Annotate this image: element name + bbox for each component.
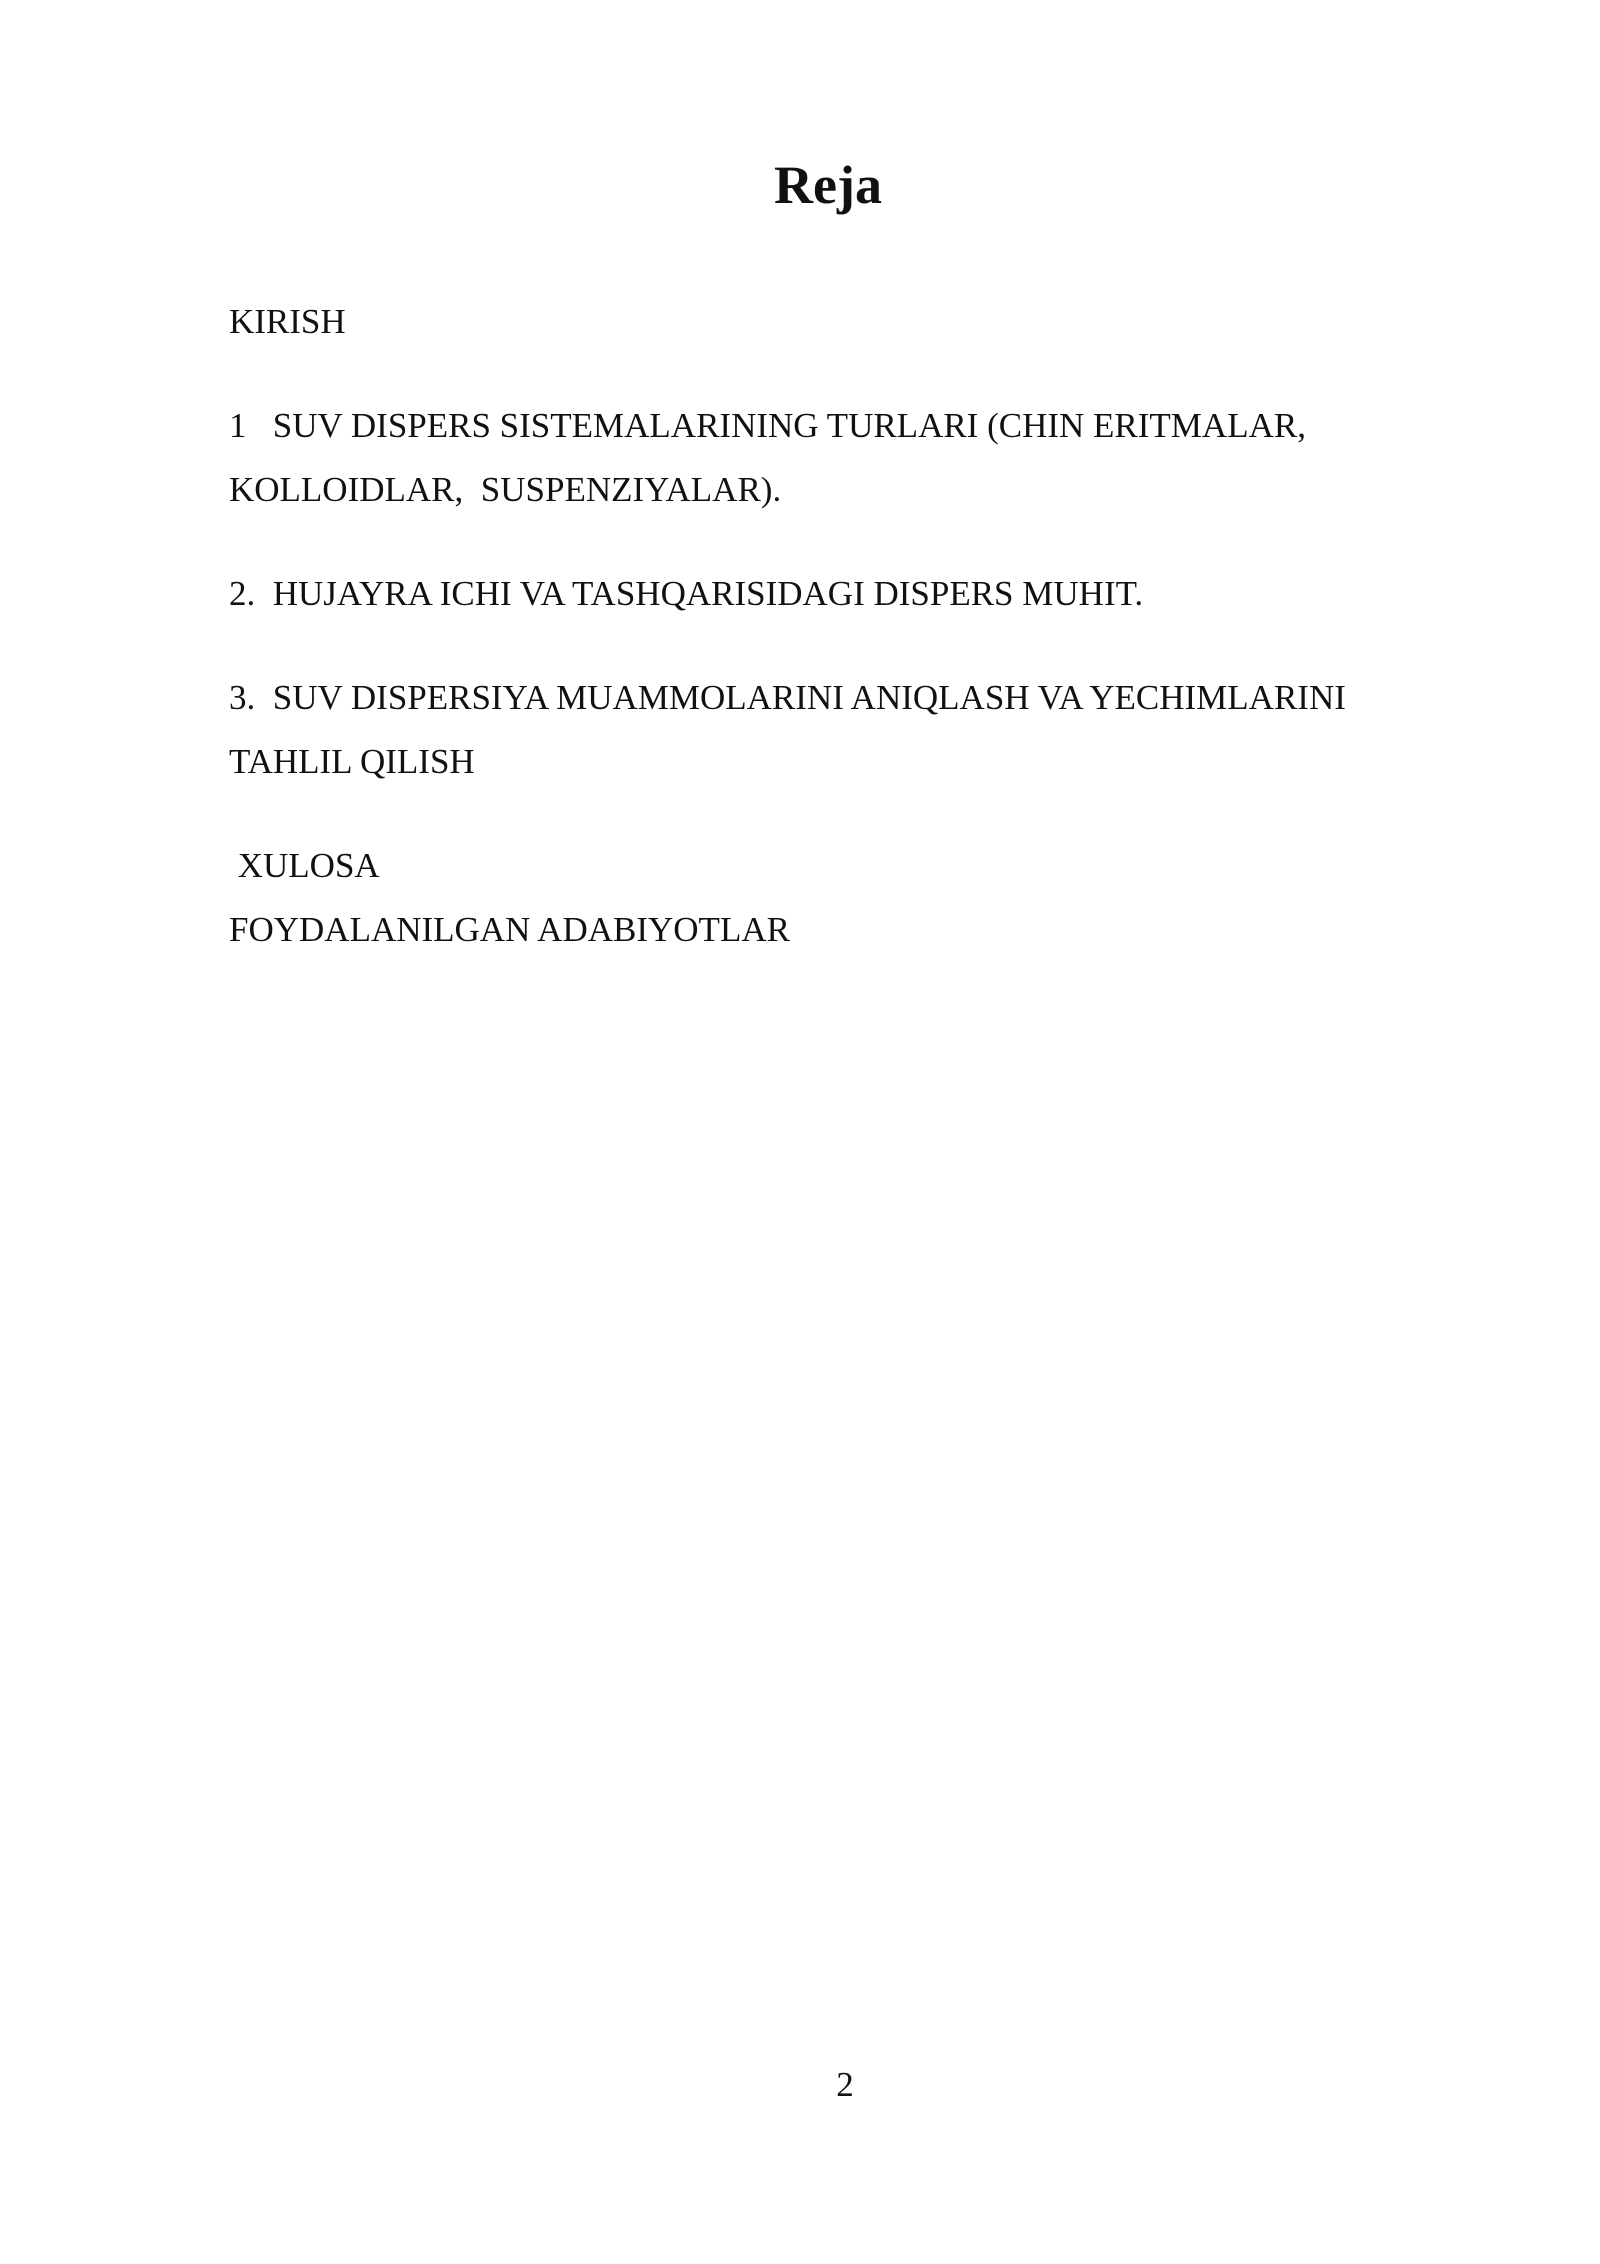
page-title: Reja <box>774 155 882 215</box>
table-of-contents <box>229 290 1469 962</box>
toc-item-3-line-2: TAHLIL QILISH <box>229 742 475 781</box>
page-number: 2 <box>836 2065 854 2104</box>
toc-item-intro: KIRISH <box>229 302 346 341</box>
toc-item-3-line-1: 3. SUV DISPERSIYA MUAMMOLARINI ANIQLASH VA YECHIMLARINI <box>229 678 1346 717</box>
toc-item-1-line-1: 1 SUV DISPERS SISTEMALARINING TURLARI (CHIN ERITMALAR, <box>229 406 1306 445</box>
toc-item-1-line-2: KOLLOIDLAR, SUSPENZIYALAR). <box>229 470 782 509</box>
toc-item-2: 2. HUJAYRA ICHI VA TASHQARISIDAGI DISPERS MUHIT. <box>229 574 1144 613</box>
toc-item-references: FOYDALANILGAN ADABIYOTLAR <box>229 910 790 949</box>
toc-item-conclusion: XULOSA <box>229 846 380 885</box>
